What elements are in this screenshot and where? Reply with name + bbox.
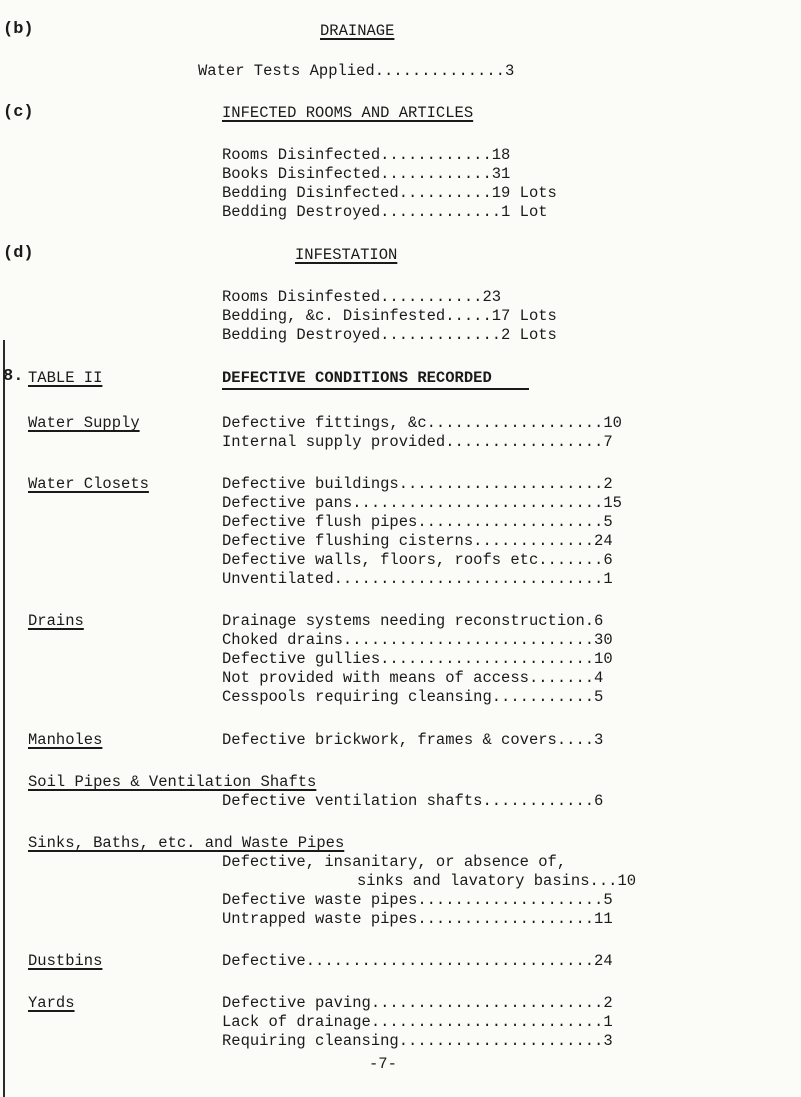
table-label: TABLE II <box>28 369 103 387</box>
infected-line: Bedding Disinfected..........19 Lots <box>222 184 557 202</box>
dustbins-line: Defective...............................24 <box>222 952 613 970</box>
soil-pipes-line: Defective ventilation shafts............6 <box>222 792 604 810</box>
infestation-line: Bedding Destroyed.............2 Lots <box>222 326 557 344</box>
water-supply-line: Defective fittings, &c...................10 <box>222 414 622 432</box>
table-heading-rule <box>222 388 529 390</box>
sinks-line: Untrapped waste pipes...................11 <box>222 910 613 928</box>
infected-line: Bedding Destroyed.............1 Lot <box>222 203 548 221</box>
drains-label: Drains <box>28 612 84 630</box>
drains-line: Drainage systems needing reconstruction.6 <box>222 612 604 630</box>
infected-heading: INFECTED ROOMS AND ARTICLES <box>222 104 474 122</box>
yards-line: Defective paving.........................2 <box>222 994 613 1012</box>
yards-line: Lack of drainage.........................1 <box>222 1013 613 1031</box>
drains-line: Not provided with means of access.......4 <box>222 669 604 687</box>
yards-line: Requiring cleansing......................3 <box>222 1032 613 1050</box>
drains-line: Defective gullies.......................10 <box>222 650 613 668</box>
manholes-line: Defective brickwork, frames & covers....3 <box>222 731 604 749</box>
yards-label: Yards <box>28 994 75 1012</box>
table-heading: DEFECTIVE CONDITIONS RECORDED <box>222 369 492 387</box>
drains-line: Choked drains...........................30 <box>222 631 613 649</box>
water-supply-label: Water Supply <box>28 414 140 432</box>
water-tests-line: Water Tests Applied..............3 <box>198 62 515 80</box>
water-closets-line: Defective walls, floors, roofs etc.......6 <box>222 551 613 569</box>
water-closets-line: Unventilated.............................1 <box>222 570 613 588</box>
infected-line: Books Disinfected............31 <box>222 165 511 183</box>
section-marker-b: (b) <box>3 20 34 39</box>
water-closets-line: Defective buildings......................2 <box>222 475 613 493</box>
sinks-line: Defective waste pipes....................5 <box>222 891 613 909</box>
section-marker-c: (c) <box>3 103 34 122</box>
dustbins-label: Dustbins <box>28 952 103 970</box>
infestation-line: Bedding, &c. Disinfested.....17 Lots <box>222 307 557 325</box>
soil-pipes-label: Soil Pipes & Ventilation Shafts <box>28 773 317 791</box>
sinks-line: sinks and lavatory basins...10 <box>357 872 637 890</box>
water-closets-line: Defective flushing cisterns.............24 <box>222 532 613 550</box>
page-number: -7- <box>369 1055 397 1073</box>
section-marker-d: (d) <box>3 244 34 263</box>
drainage-heading: DRAINAGE <box>320 22 395 40</box>
infected-line: Rooms Disinfected............18 <box>222 146 511 164</box>
manholes-label: Manholes <box>28 731 103 749</box>
sinks-line: Defective, insanitary, or absence of, <box>222 853 567 871</box>
infestation-heading: INFESTATION <box>295 246 398 264</box>
water-supply-line: Internal supply provided.................7 <box>222 433 613 451</box>
left-margin-line <box>3 340 5 1097</box>
drains-line: Cesspools requiring cleansing...........5 <box>222 688 604 706</box>
water-closets-line: Defective pans...........................15 <box>222 494 622 512</box>
water-closets-label: Water Closets <box>28 475 149 493</box>
sinks-label: Sinks, Baths, etc. and Waste Pipes <box>28 834 345 852</box>
section-marker-8: 8. <box>3 367 24 386</box>
infestation-line: Rooms Disinfested...........23 <box>222 288 502 306</box>
water-closets-line: Defective flush pipes....................5 <box>222 513 613 531</box>
